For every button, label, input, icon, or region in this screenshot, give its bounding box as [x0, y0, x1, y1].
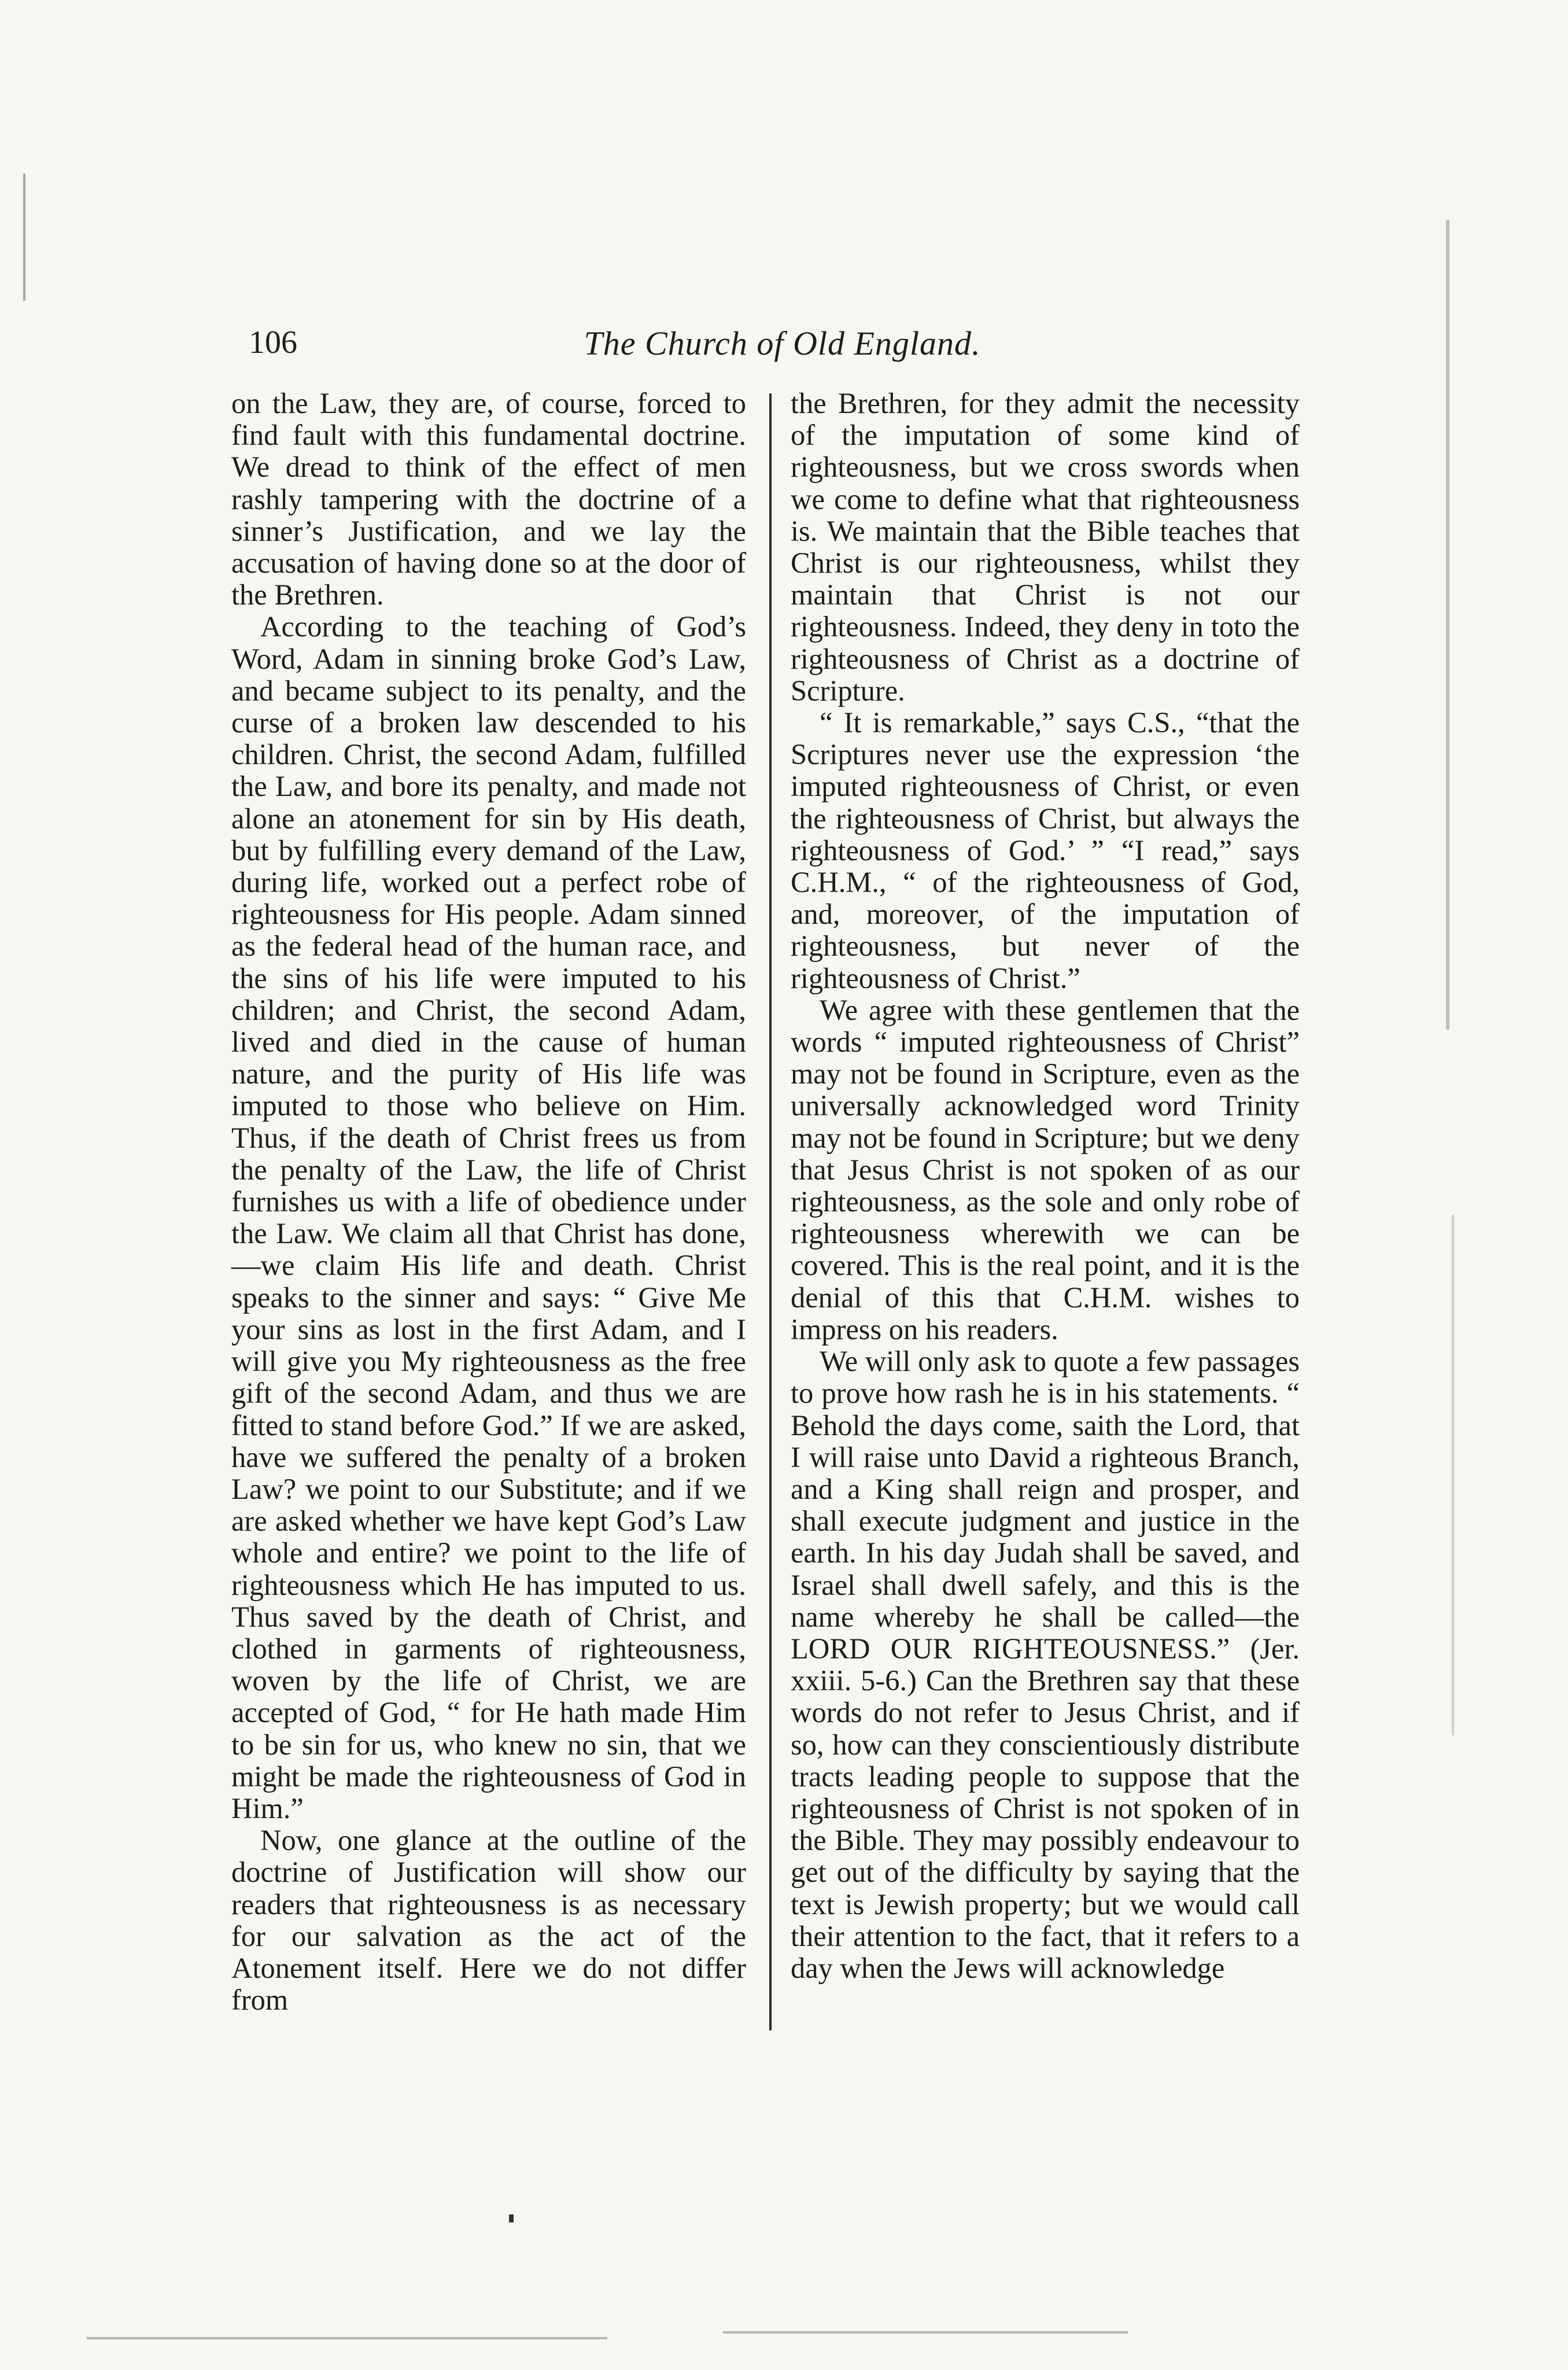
scan-edge-mark — [1452, 1215, 1454, 1735]
scan-edge-mark — [1446, 220, 1449, 1030]
scan-edge-mark — [87, 2337, 607, 2339]
page-number: 106 — [249, 325, 297, 360]
right-column — [791, 388, 1300, 1984]
paragraph: We will only ask to quote a few passages to prove how rash he is in his statements. “ Behold the days come, saith the Lord, that I will raise unto David a righteous Branch, and a King shall reign and prosper, and shall execute judgment and justice in the earth. In his day Judah shall be saved, and Israel shall dwell safely, and this is the name whereby he shall be called—the LORD OUR RIGHTEOUSNESS.” (Jer. xxiii. 5-6.) Can the Brethren say that these words do not refer to Jesus Christ, and if so, how can they conscientiously distribute tracts leading people to suppose that the righteousness of Christ is not spoken of in the Bible. They may possibly endeavour to get out of the difficulty by saying that the text is Jewish property; but we would call their attention to the fact, that it refers to a day when the Jews will acknowledge — [791, 1345, 1300, 1984]
paragraph: on the Law, they are, of course, forced to find fault with this fundamental doctrine. We dread to think of the effect of men rashly tampering with the doctrine of a sinner’s Justification, and we lay the accusation of having done so at the door of the Brethren. — [231, 387, 746, 611]
paragraph: the Brethren, for they admit the necessity of the imputation of some kind of righteousness, but we cross swords when we come to define what that righteousness is. We maintain that the Bible teaches that Christ is our righteousness, whilst they maintain that Christ is not our righteousness. Indeed, they deny in toto the righteousness of Christ as a doctrine of Scripture. — [791, 387, 1300, 707]
paragraph: “ It is remarkable,” says C.S., “that the Scriptures never use the expression ‘the imputed righteousness of Christ, or even the righteousness of Christ, but always the righteousness of God.’ ” “I read,” says C.H.M., “ of the righteousness of God, and, moreover, of the imputation of righteousness, but never of the righteousness of Christ.” — [791, 706, 1300, 994]
left-column — [231, 388, 746, 2016]
paragraph: Now, one glance at the outline of the doctrine of Justification will show our readers that righteousness is as necessary for our salvation as the act of the Atonement itself. Here we do not differ from — [231, 1824, 746, 2017]
paragraph: We agree with these gentlemen that the words “ imputed righteousness of Christ” may not be found in Scripture, even as the universally acknowledged word Trinity may not be found in Scripture; but we deny that Jesus Christ is not spoken of as our righteousness, as the sole and only robe of righteousness wherewith we can be covered. This is the real point, and it is the denial of this that C.H.M. wishes to impress on his readers. — [791, 993, 1300, 1346]
page-header — [249, 324, 1316, 370]
running-title: The Church of Old England. — [584, 325, 981, 362]
column-divider — [769, 393, 772, 2030]
printer-mark — [509, 2214, 514, 2222]
scan-edge-mark — [723, 2331, 1128, 2334]
scan-edge-mark — [23, 174, 25, 301]
paragraph: According to the teaching of God’s Word, Adam in sinning broke God’s Law, and became subject to its penalty, and the curse of a broken law descended to his children. Christ, the second Adam, fulfilled the Law, and bore its penalty, and made not alone an atonement for sin by His death, but by fulfilling every demand of the Law, during life, worked out a perfect robe of righteousness for His people. Adam sinned as the federal head of the human race, and the sins of his life were imputed to his children; and Christ, the second Adam, lived and died in the cause of human nature, and the purity of His life was imputed to those who believe on Him. Thus, if the death of Christ frees us from the penalty of the Law, the life of Christ furnishes us with a life of obedience under the Law. We claim all that Christ has done,—we claim His life and death. Christ speaks to the sinner and says: “ Give Me your sins as lost in the first Adam, and I will give you My righteousness as the free gift of the second Adam, and thus we are fitted to stand before God.” If we are asked, have we suffered the penalty of a broken Law? we point to our Substitute; and if we are asked whether we have kept God’s Law whole and entire? we point to the life of righteousness which He has imputed to us. Thus saved by the death of Christ, and clothed in garments of righteousness, woven by the life of Christ, we are accepted of God, “ for He hath made Him to be sin for us, who knew no sin, that we might be made the righteousness of God in Him.” — [231, 610, 746, 1825]
